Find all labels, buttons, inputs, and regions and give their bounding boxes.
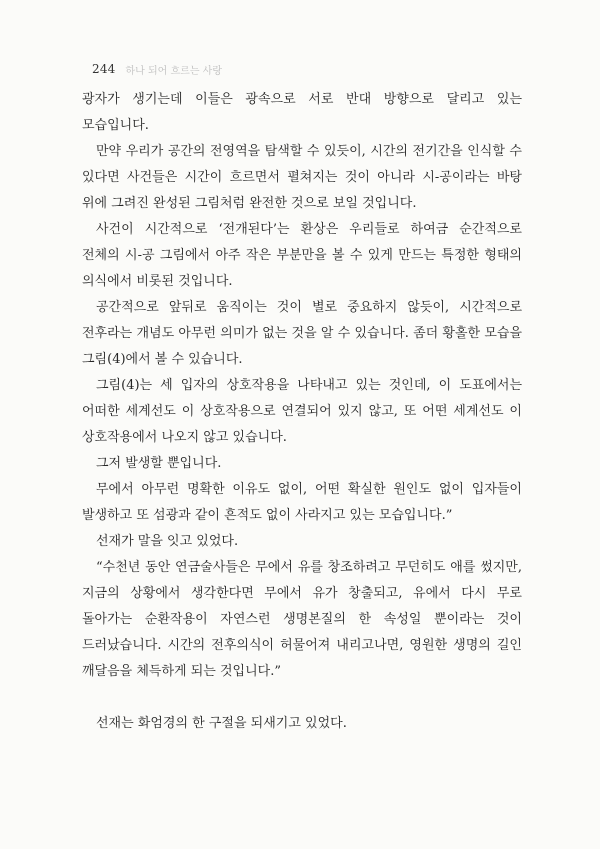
paragraph: 사건이 시간적으로 ‘전개된다’는 환상은 우리들로 하여금 순간적으로 전체의 시-공 그림에서 아주 작은 부분만을 볼 수 있게 만드는 특정한 형태의 의식에서 비롯된 것입니다. [82,222,522,289]
paragraph: 그저 발생할 뿐입니다. [96,456,222,471]
page-number: 244 [92,62,116,76]
paragraph: 광자가 생기는데 이들은 광속으로 서로 반대 방향으로 달리고 있는 모습입니다. [82,92,522,133]
body-text [82,87,522,737]
paragraph: “수천년 동안 연금술사들은 무에서 유를 창조하려고 무던히도 애를 썼지만, 지금의 상황에서 생각한다면 무에서 유가 창출되고, 유에서 다시 무로 돌아가는 순환작용이 자연스런 생명본질의 한 속성일 뿐이라는 것이 드러났습니다. 시간의 전후의식이 허물어져 내리고나면, 영원한 생명의 길인 깨달음을 체득하게 되는 것입니다.” [82,560,522,679]
paragraph: 만약 우리가 공간의 전영역을 탐색할 수 있듯이, 시간의 전기간을 인식할 수 있다면 사건들은 시간이 흐르면서 펼쳐지는 것이 아니라 시-공이라는 바탕 위에 그려진 완성된 그림처럼 완전한 것으로 보일 것입니다. [82,144,522,211]
paragraph: 그림(4)는 세 입자의 상호작용을 나타내고 있는 것인데, 이 도표에서는 어떠한 세계선도 이 상호작용으로 연결되어 있지 않고, 또 어떤 세계선도 이 상호작용에서 나오지 않고 있습니다. [82,378,522,445]
paragraph: 선재가 말을 잇고 있었다. [96,534,239,549]
paragraph: 선재는 화엄경의 한 구절을 되새기고 있었다. [96,716,347,731]
paragraph: 무에서 아무런 명확한 이유도 없이, 어떤 확실한 원인도 없이 입자들이 발생하고 또 섬광과 같이 흔적도 없이 사라지고 있는 모습입니다.” [82,482,522,523]
running-header [92,60,222,78]
paragraph: 공간적으로 앞뒤로 움직이는 것이 별로 중요하지 않듯이, 시간적으로 전후라는 개념도 아무런 의미가 없는 것을 알 수 있습니다. 좀더 황홀한 모습을 그림(4)에서 볼 수 있습니다. [82,300,522,367]
running-header-title: 하나 되어 흐르는 사랑 [125,65,222,77]
